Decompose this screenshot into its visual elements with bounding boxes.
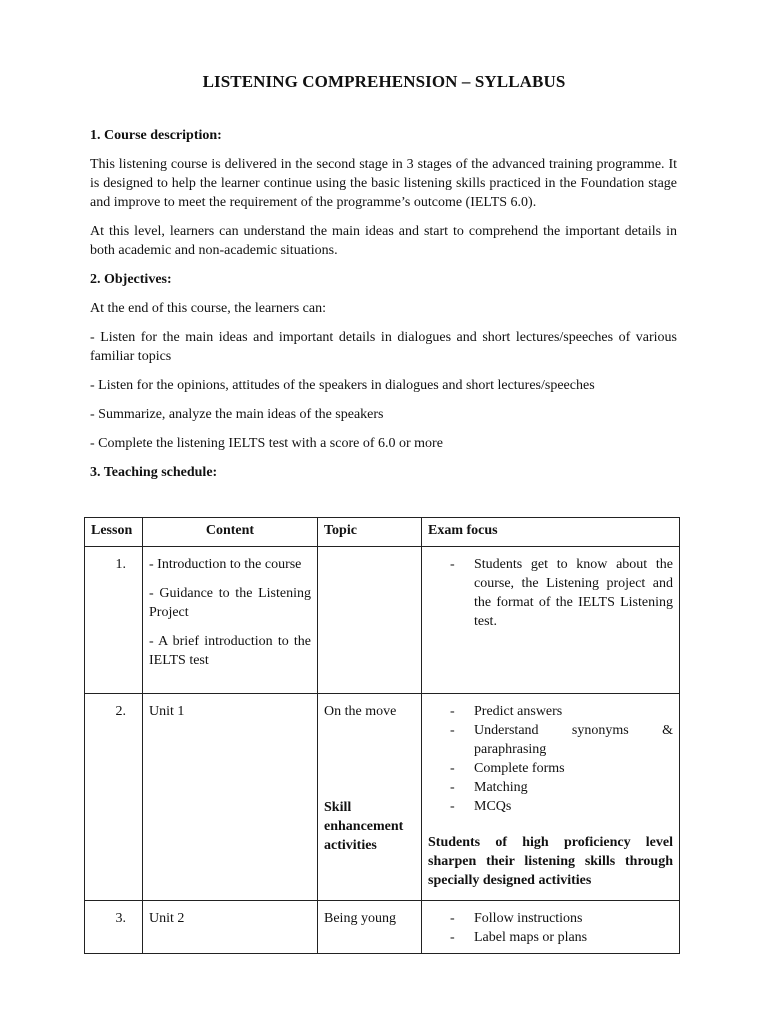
objectives-intro: At the end of this course, the learners can:: [90, 301, 326, 316]
section-heading-teaching-schedule: 3. Teaching schedule:: [90, 465, 218, 480]
table-row: [85, 547, 680, 694]
content-line: - A brief introduction to the IELTS test: [149, 634, 311, 668]
exam-focus-item: - Follow instructions: [428, 909, 673, 928]
column-header-lesson: Lesson: [85, 518, 143, 547]
exam-focus-note: Students of high proficiency level sharpen their listening skills through specially designed activities: [428, 835, 673, 888]
table-row: [85, 694, 680, 901]
exam-focus-item: - Understand synonyms & paraphrasing: [428, 721, 673, 759]
exam-focus-item: - Predict answers: [428, 702, 673, 721]
page-title: LISTENING COMPREHENSION – SYLLABUS: [202, 72, 566, 91]
topic-cell: [318, 694, 422, 901]
exam-focus-cell: [422, 694, 680, 901]
exam-focus-cell: [422, 547, 680, 694]
exam-focus-item: - Students get to know about the course, the Listening project and the format of the IELTS Listening test.: [428, 555, 673, 631]
exam-focus-item: - Complete forms: [428, 759, 673, 778]
content-line: - Guidance to the Listening Project: [149, 586, 311, 620]
exam-focus-cell: [422, 901, 680, 954]
column-header-topic: Topic: [318, 518, 422, 547]
lesson-number: 1.: [85, 547, 143, 694]
content-line: Unit 1: [149, 704, 185, 719]
course-description-paragraph-2: At this level, learners can understand the main ideas and start to comprehend the important details in both academic and non-academic situations.: [90, 224, 677, 258]
column-header-content: Content: [143, 518, 318, 547]
teaching-schedule-table: [84, 517, 680, 954]
table-header-row: [85, 518, 680, 547]
content-cell: [143, 694, 318, 901]
table-row: [85, 901, 680, 954]
topic-text: On the move: [324, 704, 397, 719]
section-heading-objectives: 2. Objectives:: [90, 272, 172, 287]
section-heading-course-description: 1. Course description:: [90, 128, 222, 143]
content-line: - Introduction to the course: [149, 557, 302, 572]
topic-extra-text: Skill enhancement activities: [324, 800, 404, 853]
content-cell: [143, 547, 318, 694]
document-body: [90, 126, 677, 492]
topic-cell: [318, 547, 422, 694]
content-line: Unit 2: [149, 911, 185, 926]
exam-focus-item: - Matching: [428, 778, 673, 797]
column-header-exam-focus: Exam focus: [422, 518, 680, 547]
content-cell: [143, 901, 318, 954]
objective-item: - Listen for the opinions, attitudes of the speakers in dialogues and short lectures/speeches: [90, 378, 595, 393]
lesson-number: 2.: [85, 694, 143, 901]
topic-cell: Being young: [318, 901, 422, 954]
objective-item: - Listen for the main ideas and important details in dialogues and short lectures/speeches of various familiar topics: [90, 330, 677, 364]
lesson-number: 3.: [85, 901, 143, 954]
objective-item: - Complete the listening IELTS test with a score of 6.0 or more: [90, 436, 443, 451]
exam-focus-item: - Label maps or plans: [428, 928, 673, 947]
exam-focus-item: - MCQs: [428, 797, 673, 816]
course-description-paragraph-1: This listening course is delivered in the second stage in 3 stages of the advanced training programme. It is designed to help the learner continue using the basic listening skills practiced in the Foundation stage and improve to meet the requirement of the programme’s outcome (IELTS 6.0).: [90, 157, 677, 210]
objective-item: - Summarize, analyze the main ideas of the speakers: [90, 407, 384, 422]
